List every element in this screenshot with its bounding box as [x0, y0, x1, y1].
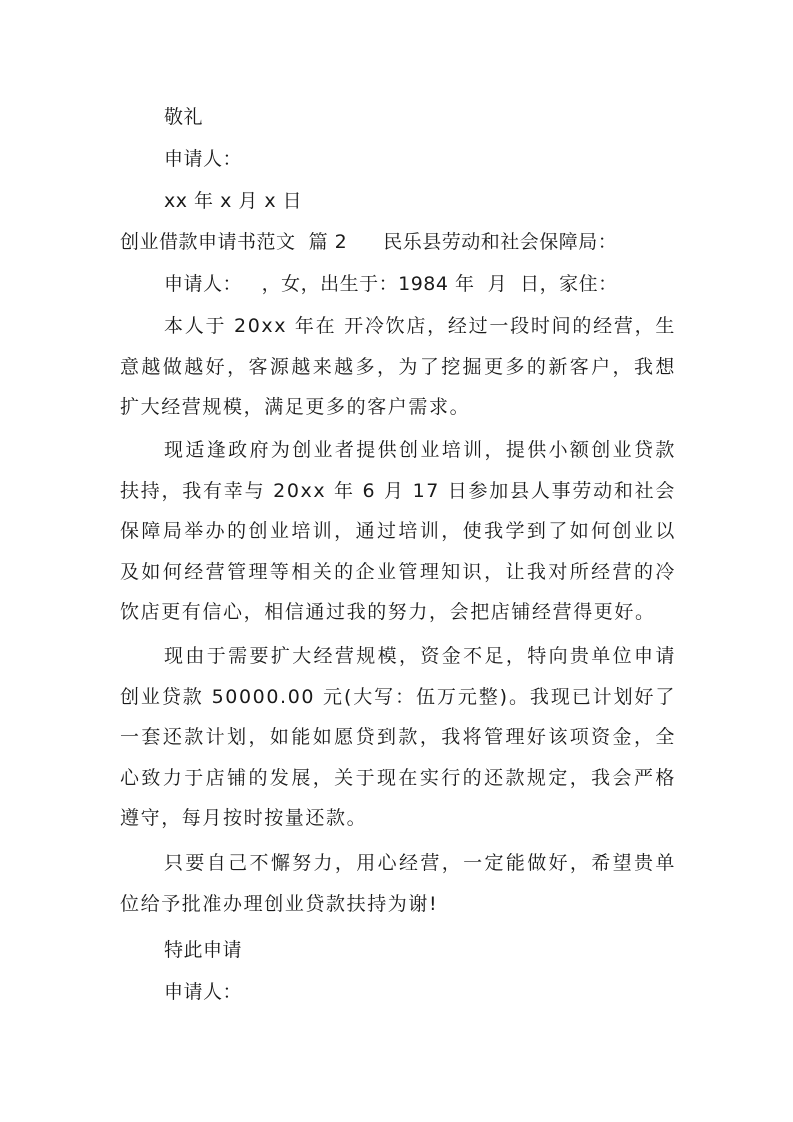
- signature-label: 申请人：: [164, 981, 243, 1003]
- body-paragraph-2: 现适逢政府为创业者提供创业培训，提供小额创业贷款扶持，我有幸与 20xx 年 6 月 17 日参加县人事劳动和社会保障局举办的创业培训，通过培训，使我学到了如何创业以及如何经营管理等相关的企业管理知识，让我对所经营的冷饮店更有信心，相信通过我的努力，会把店铺经营得更好。: [120, 439, 676, 623]
- body-paragraph-1: 本人于 20xx 年在 开冷饮店，经过一段时间的经营，生意越做越好，客源越来越多，为了挖掘更多的新客户，我想扩大经营规模，满足更多的客户需求。: [120, 315, 676, 418]
- addressee: 民乐县劳动和社会保障局：: [383, 231, 618, 253]
- date-text: xx 年 x 月 x 日: [164, 190, 303, 212]
- applicant-info: 申请人： ，女，出生于：1984 年 月 日，家住：: [164, 273, 618, 295]
- applicant-label: 申请人：: [164, 148, 243, 170]
- section-heading: 创业借款申请书范文 篇 2: [120, 231, 348, 253]
- salute-text: 敬礼: [164, 106, 204, 128]
- closing-phrase: 特此申请: [164, 939, 243, 961]
- body-paragraph-4: 只要自己不懈努力，用心经营，一定能做好，希望贵单位给予批准办理创业贷款扶持为谢!: [120, 852, 676, 915]
- section-heading-row: [120, 230, 680, 254]
- body-paragraph-3: 现由于需要扩大经营规模，资金不足，特向贵单位申请创业贷款 50000.00 元(大写：伍万元整)。我现已计划好了一套还款计划，如能如愿贷到款，我将管理好该项资金，全心致力于店铺的发展，关于现在实行的还款规定，我会严格遵守，每月按时按量还款。: [120, 645, 676, 829]
